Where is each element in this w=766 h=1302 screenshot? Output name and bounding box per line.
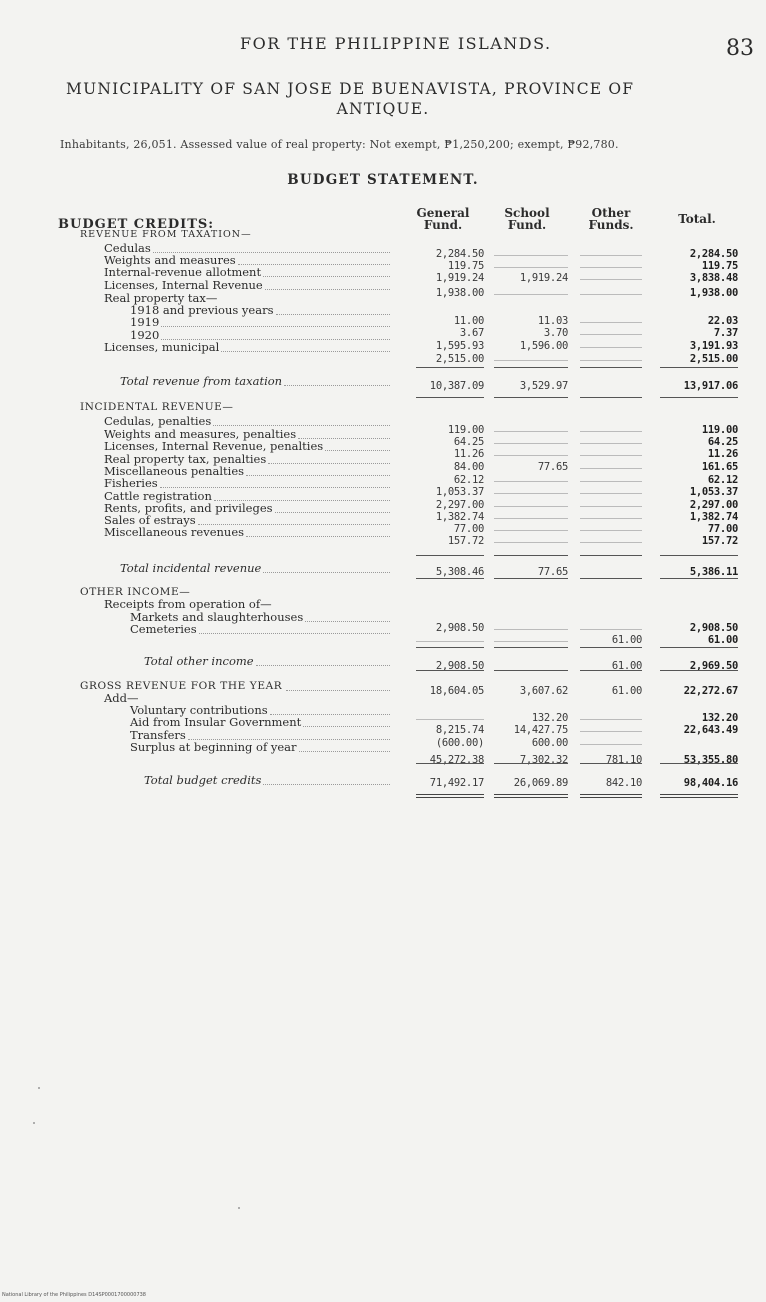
empty-cell-rule (416, 641, 484, 642)
cell-total_credits-school: 26,069.89 (513, 777, 568, 789)
total-rule (580, 578, 642, 579)
double-rule (416, 794, 484, 798)
leader-dots (246, 536, 390, 537)
budget-credits-heading: BUDGET CREDITS: (58, 217, 215, 232)
row-label-cedulas: Cedulas (104, 241, 151, 255)
section-heading-gross: GROSS REVENUE FOR THE YEAR (80, 680, 283, 692)
cell-ira-general: 1,919.24 (435, 272, 484, 284)
empty-cell-rule (580, 468, 642, 469)
empty-cell-rule (580, 518, 642, 519)
empty-cell-rule (580, 294, 642, 295)
empty-cell-rule (580, 347, 642, 348)
total-rule (660, 670, 738, 671)
row-label-total_other: Total other income (144, 654, 254, 668)
total-rule (494, 670, 568, 671)
cell-licenses_ir-general: 1,938.00 (435, 287, 484, 299)
empty-cell-rule (494, 455, 568, 456)
paper-speck (38, 1087, 40, 1089)
cell-rpt_1920-total: 3,191.93 (689, 340, 738, 352)
leader-dots (286, 690, 390, 691)
total-rule (416, 555, 484, 556)
section-heading-add: Add— (104, 691, 139, 705)
cell-total_inc-general: 5,308.46 (435, 566, 484, 578)
leader-dots (161, 326, 390, 327)
empty-cell-rule (494, 267, 568, 268)
cell-total_tax-general: 10,387.09 (429, 380, 484, 392)
cell-surplus-general: 45,272.38 (429, 754, 484, 766)
leader-dots (299, 751, 390, 752)
cell-gross-general: 18,604.05 (429, 685, 484, 697)
total-rule (660, 367, 738, 368)
leader-dots (276, 314, 391, 315)
double-rule (494, 794, 568, 798)
col-header-school: School Fund. (504, 206, 550, 232)
cell-markets-total: 2,908.50 (689, 622, 738, 634)
cell-aid-total: 22,643.49 (683, 724, 738, 736)
cell-rpt_1920-school: 1,596.00 (519, 340, 568, 352)
empty-cell-rule (494, 360, 568, 361)
cell-estrays-total: 77.00 (707, 523, 738, 535)
total-rule (494, 367, 568, 368)
cell-surplus-school: 7,302.32 (519, 754, 568, 766)
empty-cell-rule (494, 481, 568, 482)
empty-cell-rule (494, 294, 568, 295)
empty-cell-rule (494, 431, 568, 432)
cell-wm_pen-general: 64.25 (453, 436, 484, 448)
empty-cell-rule (494, 493, 568, 494)
row-label-cattle: Cattle registration (104, 489, 212, 503)
cell-total_other-general: 2,908.50 (435, 660, 484, 672)
row-label-licenses_ir: Licenses, Internal Revenue (104, 278, 263, 292)
empty-cell-rule (494, 518, 568, 519)
total-rule (660, 647, 738, 648)
cell-misc_pen-general: 62.12 (453, 474, 484, 486)
cell-aid-general: 8,215.74 (435, 724, 484, 736)
total-rule (580, 397, 642, 398)
cell-cedulas-general: 2,284.50 (435, 248, 484, 260)
empty-cell-rule (580, 443, 642, 444)
empty-cell-rule (494, 255, 568, 256)
total-rule (660, 555, 738, 556)
empty-cell-rule (494, 443, 568, 444)
total-rule (494, 763, 568, 764)
cell-total_credits-total: 98,404.16 (683, 777, 738, 789)
empty-cell-rule (580, 629, 642, 630)
empty-cell-rule (580, 744, 642, 745)
leader-dots (303, 726, 390, 727)
cell-estrays-general: 77.00 (453, 523, 484, 535)
cell-lic_pen-total: 11.26 (707, 448, 738, 460)
cell-lic_pen-general: 11.26 (453, 448, 484, 460)
row-label-lic_muni: Licenses, municipal (104, 340, 220, 354)
total-rule (580, 555, 642, 556)
total-rule (580, 763, 642, 764)
leader-dots (213, 425, 390, 426)
empty-cell-rule (494, 506, 568, 507)
cell-misc_rev-total: 157.72 (701, 535, 738, 547)
municipality-title-line2: ANTIQUE. (336, 100, 430, 118)
cell-markets-general: 2,908.50 (435, 622, 484, 634)
paper-speck (238, 1207, 240, 1209)
double-rule (660, 794, 738, 798)
total-rule (660, 578, 738, 579)
running-header: FOR THE PHILIPPINE ISLANDS. (240, 34, 552, 53)
page-number: 83 (726, 36, 754, 61)
row-label-misc_rev: Miscellaneous revenues (104, 525, 245, 539)
cell-fisheries-total: 1,053.37 (689, 486, 738, 498)
row-label-ced_pen: Cedulas, penalties (104, 414, 212, 428)
cell-weights-total: 119.75 (701, 260, 738, 272)
empty-cell-rule (494, 641, 568, 642)
empty-cell-rule (580, 322, 642, 323)
leader-dots (263, 572, 390, 573)
row-label-surplus: Surplus at beginning of year (130, 740, 297, 754)
empty-cell-rule (580, 431, 642, 432)
empty-cell-rule (580, 267, 642, 268)
row-label-total_inc: Total incidental revenue (120, 561, 262, 575)
cell-cattle-general: 2,297.00 (435, 499, 484, 511)
cell-gross-school: 3,607.62 (519, 685, 568, 697)
row-label-wm_pen: Weights and measures, penalties (104, 427, 297, 441)
cell-total_credits-other: 842.10 (605, 777, 642, 789)
leader-dots (268, 463, 390, 464)
row-label-total_credits: Total budget credits (144, 773, 262, 787)
statement-title: BUDGET STATEMENT. (287, 172, 479, 188)
cell-wm_pen-total: 64.25 (707, 436, 738, 448)
total-rule (416, 763, 484, 764)
row-label-fisheries: Fisheries (104, 476, 158, 490)
cell-rents-total: 1,382.74 (689, 511, 738, 523)
row-label-lic_pen: Licenses, Internal Revenue, penalties (104, 439, 324, 453)
total-rule (660, 397, 738, 398)
row-label-rpt: Real property tax— (104, 291, 218, 305)
leader-dots (246, 475, 390, 476)
row-label-receipts: Receipts from operation of— (104, 597, 272, 611)
cell-rpt_1919-general: 3.67 (459, 327, 484, 339)
inhabitants-line: Inhabitants, 26,051. Assessed value of real property: Not exempt, ₱1,250,200; exempt, ₱92,780. (60, 138, 619, 151)
empty-cell-rule (580, 530, 642, 531)
cell-aid-school: 14,427.75 (513, 724, 568, 736)
cell-cemeteries-other: 61.00 (611, 634, 642, 646)
row-label-transfers: Transfers (130, 728, 186, 742)
cell-rpt_1920-general: 1,595.93 (435, 340, 484, 352)
total-rule (416, 367, 484, 368)
col-header-other: Other Funds. (588, 206, 634, 232)
cell-gross-other: 61.00 (611, 685, 642, 697)
cell-rpt_pen-school: 77.65 (537, 461, 568, 473)
total-rule (416, 397, 484, 398)
row-label-cemeteries: Cemeteries (130, 622, 197, 636)
cell-misc_rev-general: 157.72 (447, 535, 484, 547)
cell-total_inc-school: 77.65 (537, 566, 568, 578)
cell-misc_pen-total: 62.12 (707, 474, 738, 486)
row-label-ira: Internal-revenue allotment (104, 265, 262, 279)
cell-total_credits-general: 71,492.17 (429, 777, 484, 789)
leader-dots (256, 665, 390, 666)
row-label-rents: Rents, profits, and privileges (104, 501, 273, 515)
row-label-rpt_1920: 1920 (130, 328, 160, 342)
empty-cell-rule (580, 334, 642, 335)
col-header-general: General Fund. (416, 206, 470, 232)
cell-surplus-other: 781.10 (605, 754, 642, 766)
row-label-weights: Weights and measures (104, 253, 236, 267)
cell-ira-school: 1,919.24 (519, 272, 568, 284)
cell-total_other-total: 2,969.50 (689, 660, 738, 672)
leader-dots (221, 351, 390, 352)
cell-total_other-other: 61.00 (611, 660, 642, 672)
municipality-title-line1: MUNICIPALITY OF SAN JOSE DE BUENAVISTA, PROVINCE OF (66, 80, 635, 98)
leader-dots (284, 385, 390, 386)
cell-rpt_1918-school: 11.03 (537, 315, 568, 327)
cell-weights-general: 119.75 (447, 260, 484, 272)
cell-rpt_pen-total: 161.65 (701, 461, 738, 473)
total-rule (580, 367, 642, 368)
cell-cemeteries-total: 61.00 (707, 634, 738, 646)
empty-cell-rule (580, 455, 642, 456)
cell-total_inc-total: 5,386.11 (689, 566, 738, 578)
total-rule (416, 578, 484, 579)
total-rule (660, 763, 738, 764)
paper-speck (33, 1122, 35, 1124)
cell-rents-general: 1,382.74 (435, 511, 484, 523)
empty-cell-rule (494, 530, 568, 531)
empty-cell-rule (580, 481, 642, 482)
empty-cell-rule (580, 731, 642, 732)
cell-rpt_pen-general: 84.00 (453, 461, 484, 473)
cell-lic_muni-total: 2,515.00 (689, 353, 738, 365)
row-label-markets: Markets and slaughterhouses (130, 610, 304, 624)
leader-dots (265, 289, 390, 290)
cell-cattle-total: 2,297.00 (689, 499, 738, 511)
row-label-rpt_1918: 1918 and previous years (130, 303, 274, 317)
library-footer: National Library of the Philippines D14SP0001700000738 (2, 1292, 146, 1298)
cell-surplus-total: 53,355.80 (683, 754, 738, 766)
section-heading-other_income: OTHER INCOME— (80, 586, 191, 598)
total-rule (416, 647, 484, 648)
empty-cell-rule (494, 629, 568, 630)
leader-dots (305, 621, 390, 622)
total-rule (416, 670, 484, 671)
leader-dots (275, 512, 390, 513)
cell-total_tax-school: 3,529.97 (519, 380, 568, 392)
empty-cell-rule (580, 719, 642, 720)
double-rule (580, 794, 642, 798)
empty-cell-rule (416, 719, 484, 720)
section-heading-taxation: REVENUE FROM TAXATION— (80, 229, 252, 240)
cell-total_tax-total: 13,917.06 (683, 380, 738, 392)
cell-ira-total: 3,838.48 (689, 272, 738, 284)
cell-transfers-school: 600.00 (531, 737, 568, 749)
leader-dots (199, 633, 390, 634)
empty-cell-rule (580, 279, 642, 280)
cell-lic_muni-general: 2,515.00 (435, 353, 484, 365)
total-rule (580, 647, 642, 648)
leader-dots (160, 487, 390, 488)
empty-cell-rule (580, 506, 642, 507)
empty-cell-rule (580, 542, 642, 543)
cell-ced_pen-total: 119.00 (701, 424, 738, 436)
total-rule (494, 397, 568, 398)
empty-cell-rule (580, 360, 642, 361)
section-heading-incidental: INCIDENTAL REVENUE— (80, 401, 234, 413)
cell-transfers-general: (600.00) (435, 737, 484, 749)
cell-voluntary-school: 132.20 (531, 712, 568, 724)
cell-rpt_1919-total: 7.37 (713, 327, 738, 339)
cell-rpt_1919-school: 3.70 (543, 327, 568, 339)
row-label-estrays: Sales of estrays (104, 513, 196, 527)
cell-ced_pen-general: 119.00 (447, 424, 484, 436)
col-header-total: Total. (678, 212, 716, 226)
row-label-rpt_pen: Real property tax, penalties (104, 452, 267, 466)
leader-dots (263, 276, 390, 277)
cell-gross-total: 22,272.67 (683, 685, 738, 697)
leader-dots (325, 450, 390, 451)
row-label-rpt_1919: 1919 (130, 315, 160, 329)
total-rule (494, 555, 568, 556)
total-rule (494, 578, 568, 579)
leader-dots (263, 784, 390, 785)
total-rule (494, 647, 568, 648)
cell-fisheries-general: 1,053.37 (435, 486, 484, 498)
empty-cell-rule (580, 493, 642, 494)
cell-rpt_1918-total: 22.03 (707, 315, 738, 327)
empty-cell-rule (494, 542, 568, 543)
total-rule (580, 670, 642, 671)
cell-cedulas-total: 2,284.50 (689, 248, 738, 260)
cell-voluntary-total: 132.20 (701, 712, 738, 724)
row-label-misc_pen: Miscellaneous penalties (104, 464, 245, 478)
row-label-voluntary: Voluntary contributions (130, 703, 268, 717)
row-label-total_tax: Total revenue from taxation (120, 374, 283, 388)
cell-rpt_1918-general: 11.00 (453, 315, 484, 327)
empty-cell-rule (580, 255, 642, 256)
row-label-aid: Aid from Insular Government (130, 715, 302, 729)
cell-licenses_ir-total: 1,938.00 (689, 287, 738, 299)
